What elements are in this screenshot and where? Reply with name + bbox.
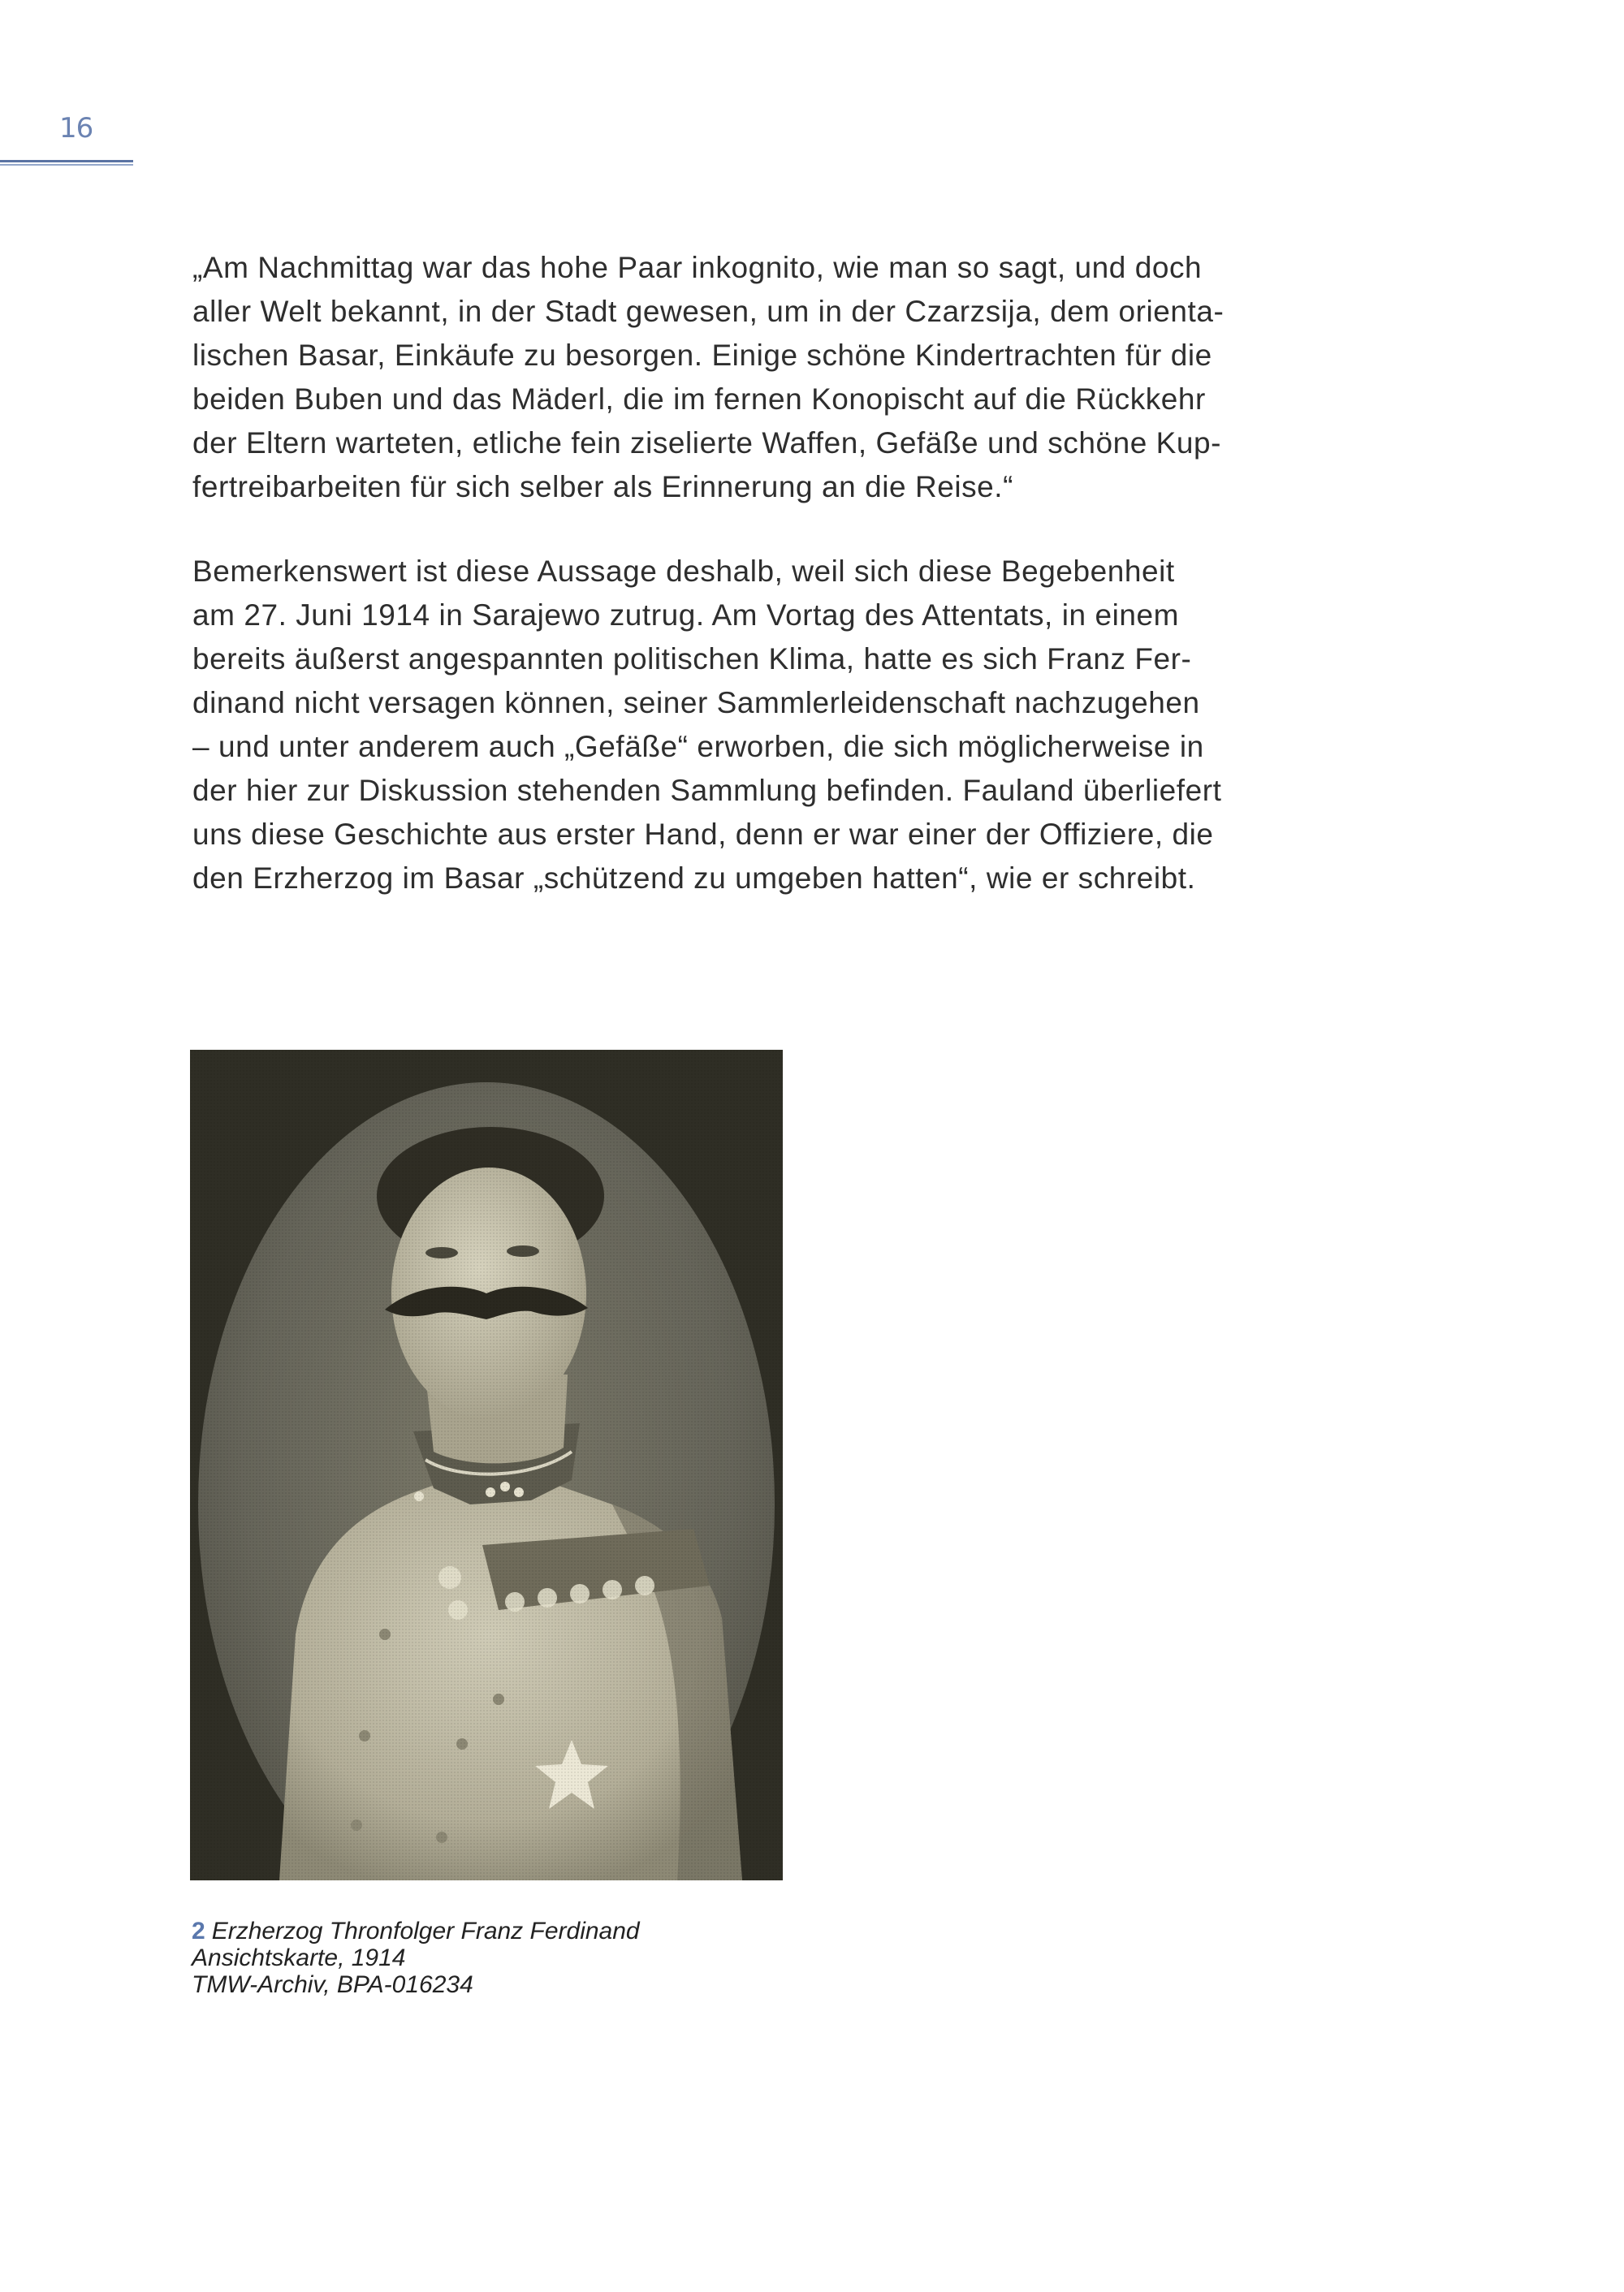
- header-rule-thin: [0, 164, 133, 166]
- text-line: dinand nicht versagen können, seiner Sammlerleidenschaft nachzugehen: [192, 686, 1200, 719]
- page-number: 16: [59, 112, 93, 145]
- figure-number: 2: [192, 1918, 205, 1945]
- text-line: – und unter anderem auch „Gefäße“ erworben, die sich möglicherweise in: [192, 730, 1204, 763]
- body-paragraph: [192, 550, 1281, 900]
- text-line: der Eltern warteten, etliche fein ziselierte Waffen, Gefäße und schöne Kup-: [192, 426, 1222, 460]
- portrait-photo: [190, 1050, 783, 1880]
- caption-archive-line: TMW-Archiv, BPA-016234: [192, 1971, 473, 1998]
- quote-paragraph: [192, 246, 1281, 509]
- text-line: fertreibarbeiten für sich selber als Erinnerung an die Reise.“: [192, 470, 1013, 503]
- halftone-texture: [190, 1050, 783, 1880]
- text-line: uns diese Geschichte aus erster Hand, denn er war einer der Offiziere, die: [192, 818, 1214, 851]
- text-line: bereits äußerst angespannten politischen Klima, hatte es sich Franz Fer-: [192, 642, 1192, 676]
- text-line: beiden Buben und das Mäderl, die im fernen Konopischt auf die Rückkehr: [192, 382, 1206, 416]
- caption-title: Erzherzog Thronfolger Franz Ferdinand: [211, 1918, 640, 1945]
- text-line: lischen Basar, Einkäufe zu besorgen. Einige schöne Kindertrachten für die: [192, 339, 1212, 372]
- caption-source-line: Ansichtskarte, 1914: [192, 1945, 406, 1971]
- header-rule: [0, 160, 133, 162]
- text-line: aller Welt bekannt, in der Stadt gewesen, um in der Czarzsija, dem orienta-: [192, 295, 1224, 328]
- portrait-image: [190, 1050, 783, 1880]
- text-line: der hier zur Diskussion stehenden Sammlung befinden. Fauland überliefert: [192, 774, 1222, 807]
- caption-title-line: [192, 1918, 640, 1945]
- text-line: den Erzherzog im Basar „schützend zu umgeben hatten“, wie er schreibt.: [192, 861, 1196, 895]
- text-line: Bemerkenswert ist diese Aussage deshalb, weil sich diese Begebenheit: [192, 555, 1175, 588]
- text-line: „Am Nachmittag war das hohe Paar inkognito, wie man so sagt, und doch: [192, 251, 1203, 284]
- text-line: am 27. Juni 1914 in Sarajewo zutrug. Am Vortag des Attentats, in einem: [192, 598, 1179, 632]
- figure-caption: [192, 1918, 640, 1998]
